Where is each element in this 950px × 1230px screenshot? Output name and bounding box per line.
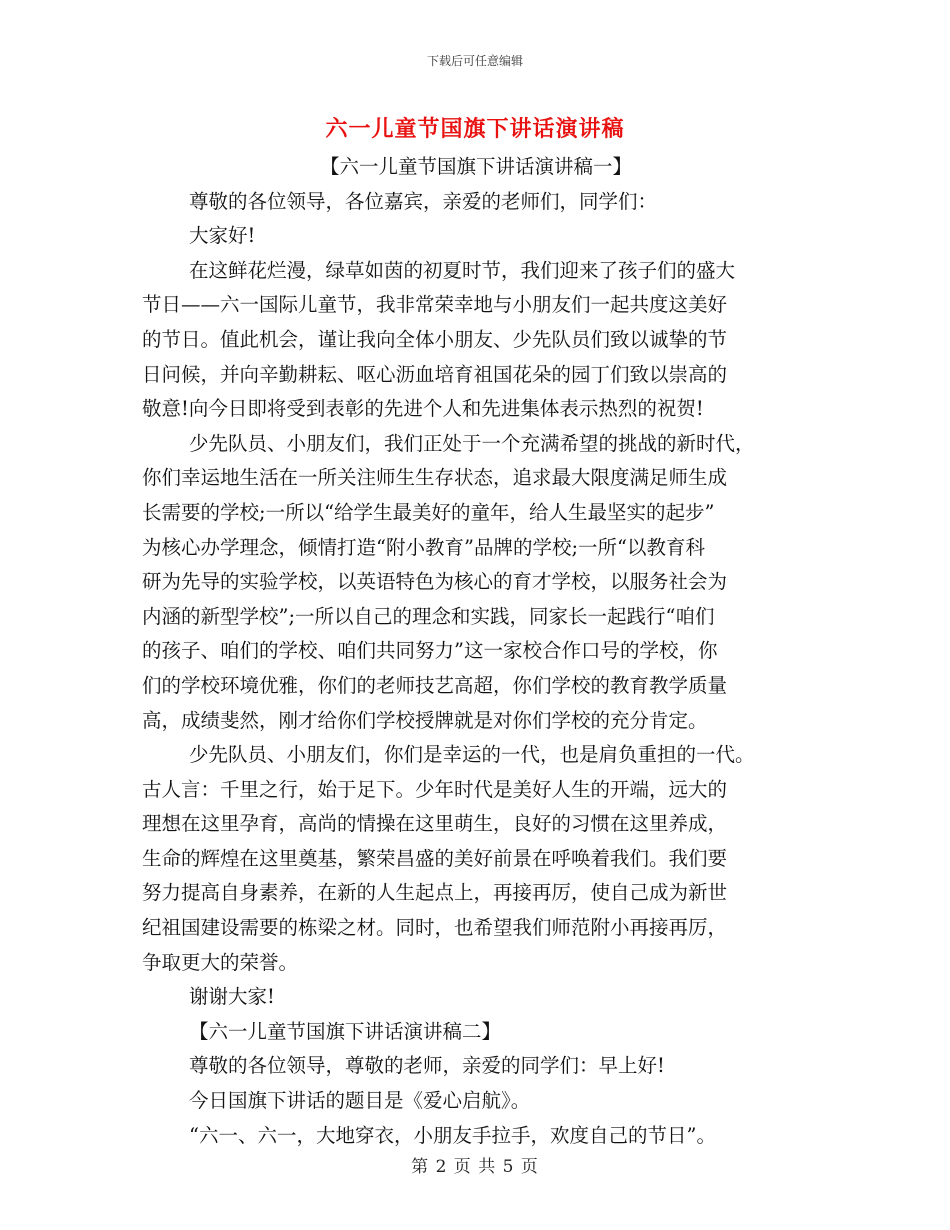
text-line: 谢谢大家! <box>189 985 275 1009</box>
text-line: 努力提高自身素养，在新的人生起点上，再接再厉，使自己成为新世 <box>142 881 728 905</box>
text-line: 大家好! <box>189 224 256 248</box>
text-line: 尊敬的各位领导，各位嘉宾，亲爱的老师们，同学们： <box>189 189 658 213</box>
text-line: 高，成绩斐然，刚才给你们学校授牌就是对你们学校的充分肯定。 <box>142 708 708 732</box>
text-line: “六一、六一，大地穿衣，小朋友手拉手，欢度自己的节日”。 <box>189 1123 716 1147</box>
section-heading: 【六一儿童节国旗下讲话演讲稿一】 <box>319 155 632 178</box>
text-line: 们的学校环境优雅，你们的老师技艺高超，你们学校的教育教学质量 <box>142 673 728 697</box>
text-line: 内涵的新型学校”;一所以自己的理念和实践，同家长一起践行“咱们 <box>142 604 715 628</box>
text-line: 今日国旗下讲话的题目是《爱心启航》。 <box>189 1089 531 1113</box>
text-line: 在这鲜花烂漫，绿草如茵的初夏时节，我们迎来了孩子们的盛大 <box>189 258 736 282</box>
text-line: 的孩子、咱们的学校、咱们共同努力”这一家校合作口号的学校，你 <box>142 639 718 663</box>
text-line: 长需要的学校;一所以“给学生最美好的童年，给人生最坚实的起步” <box>142 500 715 524</box>
document-body <box>142 150 810 1153</box>
text-line: 的节日。值此机会，谨让我向全体小朋友、少先队员们致以诚挚的节 <box>142 327 728 351</box>
header-note: 下载后可任意编辑 <box>426 54 523 68</box>
text-line: 争取更大的荣誉。 <box>142 950 299 974</box>
text-line: 少先队员、小朋友们，你们是幸运的一代，也是肩负重担的一代。 <box>189 743 755 767</box>
text-line: 少先队员、小朋友们，我们正处于一个充满希望的挑战的新时代， <box>189 431 755 455</box>
text-line: 敬意!向今日即将受到表彰的先进个人和先进集体表示热烈的祝贺! <box>142 397 704 421</box>
text-line: 尊敬的各位领导，尊敬的老师，亲爱的同学们：早上好! <box>189 1054 665 1078</box>
text-line: 生命的辉煌在这里奠基，繁荣昌盛的美好前景在呼唤着我们。我们要 <box>142 846 728 870</box>
text-line: 【六一儿童节国旗下讲话演讲稿二】 <box>189 1019 502 1043</box>
text-line: 日问候，并向辛勤耕耘、呕心沥血培育祖国花朵的园丁们致以崇高的 <box>142 362 728 386</box>
document-title: 六一儿童节国旗下讲话演讲稿 <box>325 116 625 142</box>
text-line: 节日——六一国际儿童节，我非常荣幸地与小朋友们一起共度这美好 <box>142 293 728 317</box>
text-line: 理想在这里孕育，高尚的情操在这里萌生，良好的习惯在这里养成， <box>142 812 728 836</box>
text-line: 研为先导的实验学校，以英语特色为核心的育才学校，以服务社会为 <box>142 570 728 594</box>
text-line: 纪祖国建设需要的栋梁之材。同时，也希望我们师范附小再接再厉， <box>142 916 728 940</box>
text-line: 古人言：千里之行，始于足下。少年时代是美好人生的开端，远大的 <box>142 777 728 801</box>
text-line: 你们幸运地生活在一所关注师生生存状态，追求最大限度满足师生成 <box>142 466 728 490</box>
page-number-footer: 第 2 页 共 5 页 <box>411 1157 539 1177</box>
text-line: 为核心办学理念，倾情打造“附小教育”品牌的学校;一所“以教育科 <box>142 535 705 559</box>
